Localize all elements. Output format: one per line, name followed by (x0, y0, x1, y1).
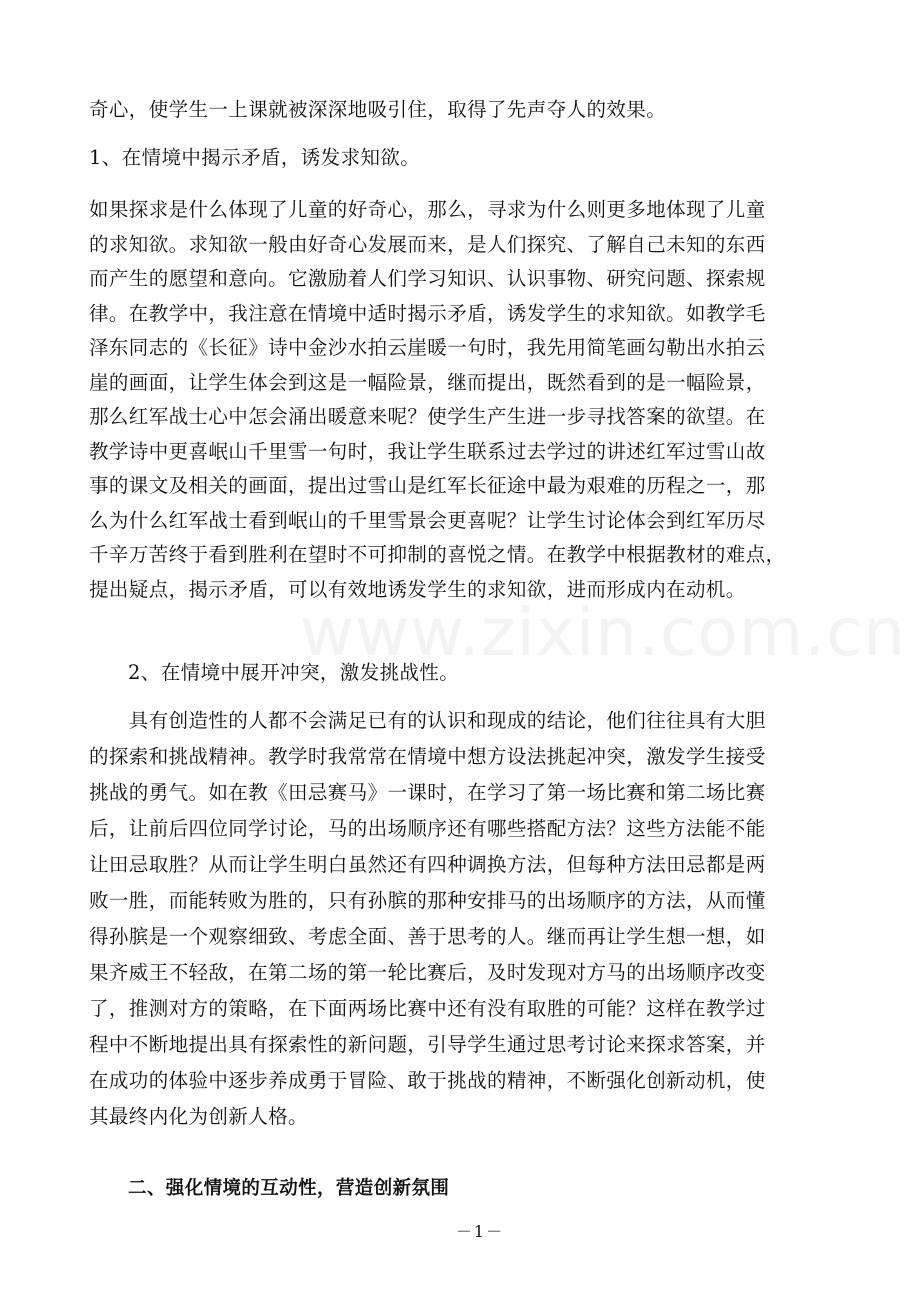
heading-2: 2、在情境中展开冲突，激发挑战性。 (128, 661, 460, 684)
paragraph-1-line: 提出疑点，揭示矛盾，可以有效地诱发学生的求知欲，进而形成内在动机。 (89, 577, 746, 601)
paragraph-1 (89, 193, 829, 607)
paragraph-1-line: 么为什么红军战士看到岷山的千里雪景会更喜呢？让学生讨论体会到红军历尽 (89, 508, 766, 532)
paragraph-1-line: 而产生的愿望和意向。它激励着人们学习知识、认识事物、研究问题、探索规 (89, 267, 766, 290)
paragraph-1-line: 的求知欲。求知欲一般由好奇心发展而来，是人们探究、了解自己未知的东西 (89, 232, 766, 256)
paragraph-2 (89, 703, 829, 1135)
paragraph-2-line: 在成功的体验中逐步养成勇于冒险、敢于挑战的精神，不断强化创新动机，使 (89, 1069, 766, 1092)
paragraph-2-line: 挑战的勇气。如在教《田忌赛马》一课时，在学习了第一场比赛和第二场比赛 (89, 781, 766, 804)
paragraph-2-line: 后，让前后四位同学讨论，马的出场顺序还有哪些搭配方法？这些方法能不能 (89, 817, 766, 840)
paragraph-1-line: 律。在教学中，我注意在情境中适时揭示矛盾，诱发学生的求知欲。如教学毛 (89, 301, 766, 325)
paragraph-2-line: 的探索和挑战精神。教学时我常常在情境中想方设法挑起冲突，激发学生接受 (89, 745, 766, 768)
paragraph-2-line: 程中不断地提出具有探索性的新问题，引导学生通过思考讨论来探求答案，并 (89, 1033, 766, 1056)
paragraph-1-line: 如果探求是什么体现了儿童的好奇心，那么，寻求为什么则更多地体现了儿童 (89, 198, 766, 221)
heading-1: 1、在情境中揭示矛盾，诱发求知欲。 (89, 146, 421, 169)
page-number: －1－ (455, 1222, 505, 1241)
section-heading: 二、强化情境的互动性，营造创新氛围 (128, 1178, 450, 1199)
paragraph-2-line: 让田忌取胜？从而让学生明白虽然还有四种调换方法，但每种方法田忌都是两 (89, 853, 766, 876)
intro-line: 奇心，使学生一上课就被深深地吸引住，取得了先声夺人的效果。 (89, 98, 667, 121)
paragraph-2-line: 得孙膑是一个观察细致、考虑全面、善于思考的人。继而再让学生想一想，如 (89, 925, 766, 948)
paragraph-1-line: 教学诗中更喜岷山千里雪一句时，我让学生联系过去学过的讲述红军过雪山故 (89, 439, 766, 463)
paragraph-1-line: 泽东同志的《长征》诗中金沙水拍云崖暖一句时，我先用简笔画勾勒出水拍云 (89, 336, 766, 359)
paragraph-1-line: 事的课文及相关的画面，提出过雪山是红军长征途中最为艰难的历程之一，那 (89, 474, 766, 497)
watermark: www.zixin.com.cn (300, 594, 907, 671)
paragraph-1-line: 那么红军战士心中怎会涌出暖意来呢？使学生产生进一步寻找答案的欲望。在 (89, 405, 766, 428)
paragraph-1-line: 崖的画面，让学生体会到这是一幅险景，继而提出，既然看到的是一幅险景， (89, 370, 766, 394)
paragraph-2-line: 具有创造性的人都不会满足已有的认识和现成的结论，他们往往具有大胆 (89, 709, 766, 732)
paragraph-2-line: 其最终内化为创新人格。 (89, 1105, 308, 1128)
paragraph-2-line: 败一胜，而能转败为胜的，只有孙膑的那种安排马的出场顺序的方法，从而懂 (89, 889, 766, 912)
paragraph-1-line: 千辛万苦终于看到胜利在望时不可抑制的喜悦之情。在教学中根据教材的难点， (89, 543, 786, 566)
paragraph-2-line: 了，推测对方的策略，在下面两场比赛中还有没有取胜的可能？这样在教学过 (89, 997, 766, 1020)
paragraph-2-line: 果齐威王不轻敌，在第二场的第一轮比赛后，及时发现对方马的出场顺序改变 (89, 961, 766, 984)
